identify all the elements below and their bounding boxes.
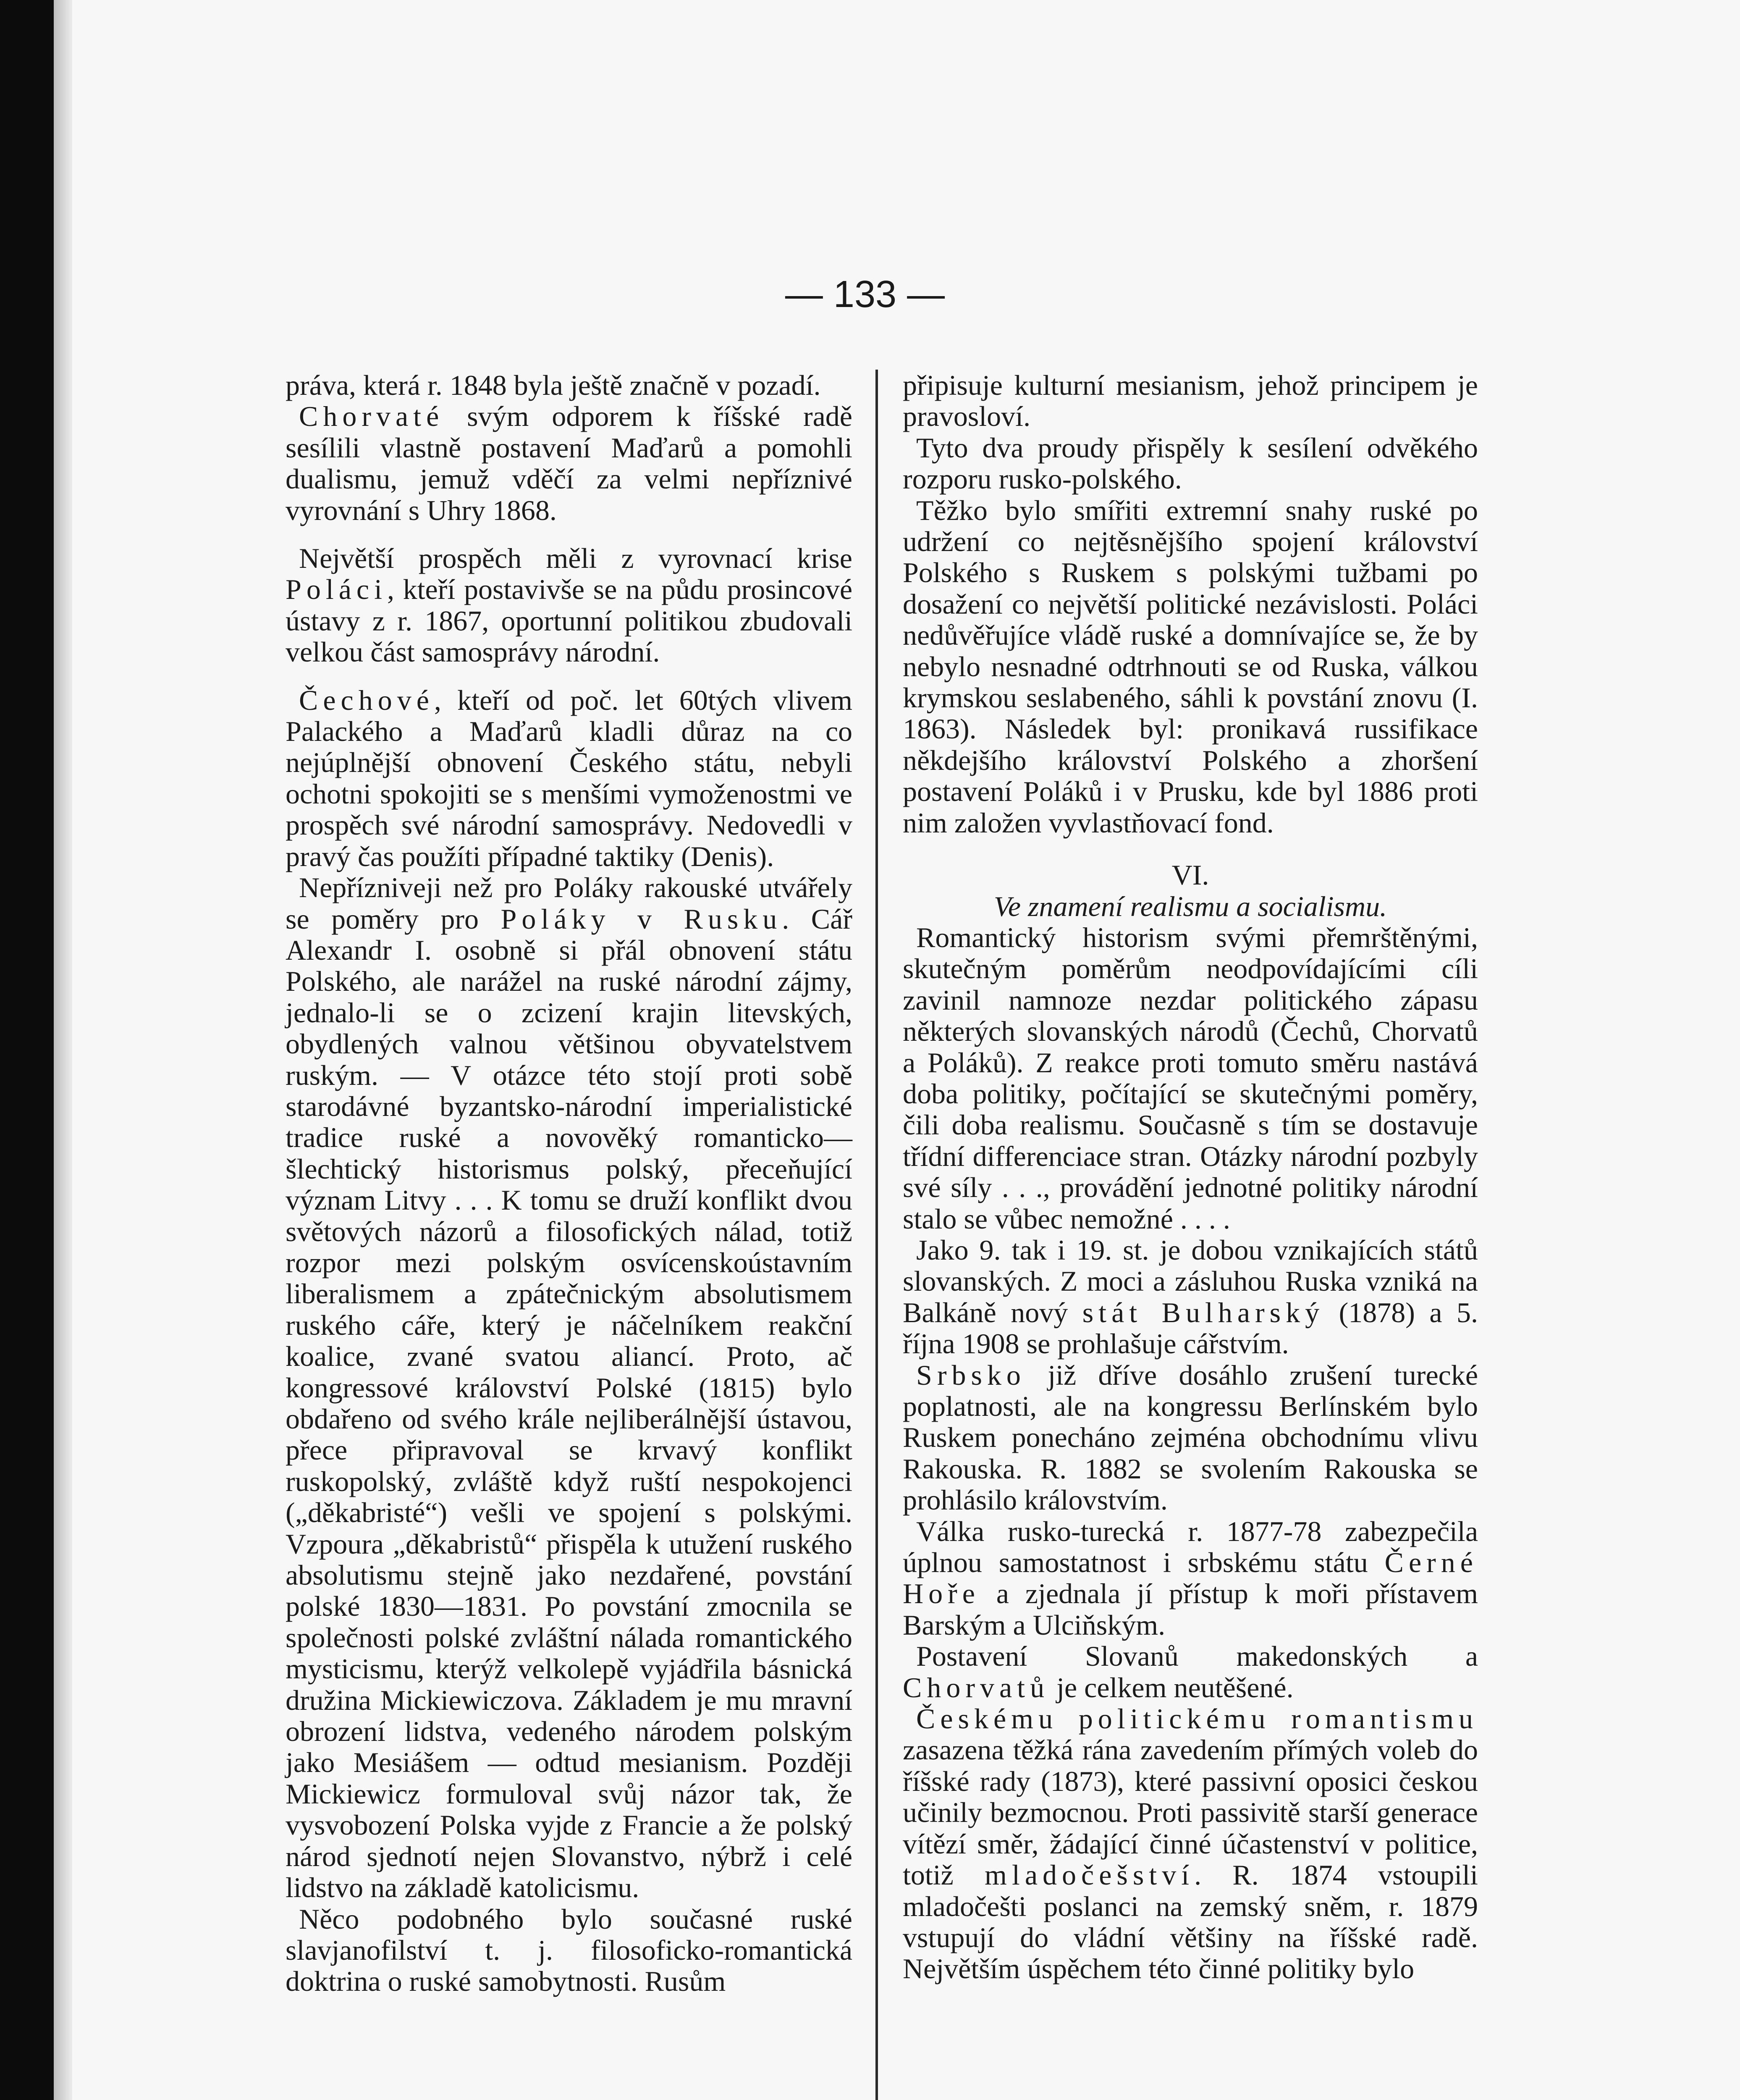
paragraph-text: zasazena těžká rána zavedením přímých voleb do říšské rady (1873), které passivní oposici českou učinily bezmocnou. Proti passivitě starší generace vítězí směr, žádající činné účastenství v politice, totiž	[903, 1734, 1478, 1891]
spaced-name: Českému politickému romantismu	[916, 1703, 1478, 1735]
paragraph-text: . R. 1874 vstoupili mladočešti poslanci na zemský sněm, r. 1879 vstupují do vládní většiny na říšské radě. Největším úspěchem této činné politiky bylo	[903, 1859, 1478, 1985]
paragraph-text: Jako 9. tak i 19. st. je dobou vznikajících států slovanských. Z moci a zásluhou Ruska vzniká na Balkáně nový	[903, 1234, 1478, 1328]
paragraph: práva, která r. 1848 byla ještě značně v pozadí.	[286, 369, 821, 401]
paragraph-text: Postavení Slovanů makedonských a	[916, 1640, 1478, 1672]
paragraph-text: již dříve dosáhlo zrušení turecké poplatnosti, ale na kongressu Berlínském bylo Ruskem ponecháno zejména obchodnímu vlivu Rakouska. R. 1882 se svolením Rakouska se prohlásilo královstvím.	[903, 1359, 1478, 1516]
paragraph-text: Největší prospěch měli z vyrovnací krise	[299, 542, 852, 575]
spaced-name: Chorvaté	[299, 400, 444, 433]
spaced-name: Čechové	[299, 684, 434, 716]
paragraph: Něco podobného bylo současné ruské slavjanofilství t. j. filosoficko-romantická doktrina o ruské samobytnosti. Rusům	[286, 1903, 852, 1998]
paragraph	[286, 685, 852, 872]
page-fold-shadow	[54, 0, 72, 2100]
scan-left-edge	[0, 0, 54, 2100]
spaced-name: stát Bulharský	[1082, 1296, 1325, 1328]
spaced-name: Poláci	[286, 573, 387, 606]
paragraph-text: , kteří od poč. let 60tých vlivem Palackého a Maďarů kladli důraz na co nejúplnější obnovení Českého státu, nebyli ochotni spokojiti se s menšími vymoženostmi ve prospěch své národní samosprávy. Nedovedli v pravý čas použíti případné taktiky (Denis).	[286, 684, 852, 872]
paragraph-text: , kteří postavivše se na půdu prosincové ústavy z r. 1867, oportunní politikou zbudovali velkou část samosprávy národní.	[286, 573, 852, 668]
page-number: — 133 —	[785, 273, 945, 315]
paragraph-text: je celkem neutěšené.	[1049, 1671, 1294, 1704]
paragraph	[286, 543, 852, 668]
paragraph	[286, 401, 852, 526]
paragraph: Tyto dva proudy přispěly k sesílení odvěkého rozporu rusko-polského.	[903, 431, 1478, 495]
spaced-name: mladočešství	[985, 1859, 1195, 1891]
paragraph-text: . Cář Alexandr I. osobně si přál obnovení státu Polského, ale narážel na ruské národní zájmy, jednalo-li se o zcizení krajin litevských, obydlených valnou většinou obyvatelstvem ruským. — V otázce této stojí proti sobě starodávné byzantsko-národní imperialistické tradice ruské a novověký romanticko—šlechtický historismus polský, přeceňující význam Litvy . . . K tomu se druží konflikt dvou světových názorů a filosofických nálad, totiž rozpor mezi polským osvícenskoústavním liberalismem a zpátečnickým absolutismem ruského cáře, který je náčelníkem reakční koalice, zvané svatou aliancí. Proto, ač kongressové království Polské (1815) bylo obdařeno od svého krále nejliberálnější ústavou, přece připravoval se krvavý konflikt ruskopolský, zvláště když ruští nespokojenci („děkabristé“) vešli ve spojení s polskými. Vzpoura „děkabristů“ přispěla k utužení ruského absolutismu stejně jako nezdařené, povstání polské 1830—1831. Po povstání zmocnila se společnosti polské zvláštní nálada romantického mysticismu, kterýž velkolepě vyjádřila básnická družina Mickiewiczova. Základem je mu mravní obrození lidstva, vedeného národem polským jako Mesiášem — odtud mesianism. Později Mickiewicz formuloval svůj názor tak, že vysvobození Polska vyjde z Francie a že polský národ sjednotí nejen Slovanstvo, nýbrž i celé lidstvo na základě katolicismu.	[286, 903, 852, 1904]
section-title: Ve znamení realismu a socialismu.	[993, 890, 1387, 922]
left-column	[286, 370, 852, 1997]
paragraph	[903, 1516, 1478, 1641]
spaced-name: Černé Hoře	[903, 1546, 1478, 1610]
paragraph: Těžko bylo smířiti extremní snahy ruské po udržení co nejtěsnějšího spojení království Polského s Ruskem s polskými tužbami po dosažení co největší politické nezávislosti. Poláci nedůvěřujíce vládě ruské a domnívajíce se, že by nebylo nesnadné odtrhnouti se od Ruska, válkou krymskou seslabeného, sáhli k povstání znovu (I. 1863). Následek byl: pronikavá russifikace někdejšího království Polského a zhoršení postavení Poláků i v Prusku, kde byl 1886 proti nim založen vyvlastňovací fond.	[903, 494, 1478, 839]
paragraph-text: Nepřízniveji než pro Poláky rakouské utvářely se poměry pro	[286, 872, 852, 935]
right-column	[903, 370, 1478, 1984]
spaced-name: Srbsko	[916, 1359, 1026, 1391]
paragraph	[286, 872, 852, 1903]
section-number: VI.	[1171, 859, 1209, 891]
paragraph	[903, 1360, 1478, 1516]
paragraph-text: Válka rusko-turecká r. 1877-78 zabezpečila úplnou samostatnost i srbskému státu	[903, 1515, 1478, 1579]
paragraph-text: svým odporem k říšské radě sesílili vlastně postavení Maďarů a pomohli dualismu, jemuž vděčí za velmi nepříznivé vyrovnání s Uhry 1868.	[286, 400, 852, 526]
spaced-name: Chorvatů	[903, 1671, 1050, 1704]
paragraph	[903, 1234, 1478, 1360]
paragraph	[903, 1703, 1478, 1984]
spaced-name: Poláky v Rusku	[501, 903, 782, 935]
paragraph	[903, 1641, 1478, 1703]
column-divider	[875, 370, 878, 2100]
paragraph-text: (1878) a 5. října 1908 se prohlašuje cářstvím.	[903, 1296, 1478, 1360]
paragraph: připisuje kulturní mesianism, jehož principem je pravosloví.	[903, 369, 1478, 433]
paragraph: Romantický historism svými přemrštěnými, skutečným poměrům neodpovídajícími cíli zavinil namnoze nezdar politického zápasu některých slovanských národů (Čechů, Chorvatů a Poláků). Z reakce proti tomuto směru nastává doba politiky, počítající se skutečnými poměry, čili doba realismu. Současně s tím se dostavuje třídní differenciace stran. Otázky národní pozbyly své síly . . ., provádění jednotné politiky národní stalo se vůbec nemožné . . . .	[903, 921, 1478, 1235]
paragraph-text: a zjednala jí přístup k moři přístavem Barským a Ulciňským.	[903, 1578, 1478, 1641]
